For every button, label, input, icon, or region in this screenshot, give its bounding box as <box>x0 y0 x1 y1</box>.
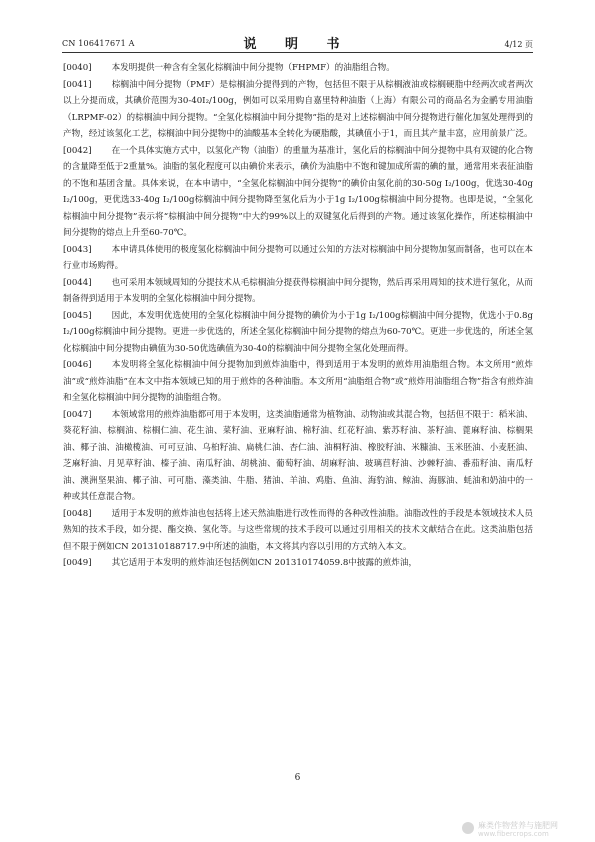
watermark <box>462 820 590 840</box>
paragraph-text: 其它适用于本发明的煎炸油还包括例如CN 201310174059.8中披露的煎炸油， <box>111 558 418 568</box>
paragraph-text: 本申请具体使用的极度氢化棕榈油中间分提物可以通过公知的方法对棕榈油中间分提物加氢而制备，也可以在本行业市场购得。 <box>63 244 533 271</box>
paragraph-0048 <box>63 506 533 556</box>
paragraph-text: 因此，本发明优选使用的全氢化棕榈油中间分提物的碘价为小于1g I₂/100g棕榈油中间分提物，优选小于0.8g I₂/100g棕榈油中间分提物。更进一步优选的，所述全氢化棕榈油中间分提物的熔点为60-70℃。更进一步优选的，所述全氢化棕榈油中间分提物由碘值为30-50优选碘值为30-40的棕榈油中间分提物全氢化处理而得。 <box>63 310 533 354</box>
page-header <box>62 33 533 51</box>
paragraph-number: [0048] <box>63 508 92 519</box>
paragraph-0040 <box>63 60 533 77</box>
paragraph-text: 本领域常用的煎炸油脂都可用于本发明，这类油脂通常为植物油、动物油或其混合物，包括但不限于：稻米油、葵花籽油、棕榈油、棕榈仁油、花生油、菜籽油、亚麻籽油、棉籽油、红花籽油、紫苏籽油、茶籽油、蓖麻籽油、棕榈果油、椰子油、油橄榄油、可可豆油、乌桕籽油、扁桃仁油、杏仁油、油桐籽油、橡胶籽油、米糠油、玉米胚油、小麦胚油、芝麻籽油、月见草籽油、榛子油、南瓜籽油、胡桃油、葡萄籽油、胡麻籽油、玻璃苣籽油、沙棘籽油、番茄籽油、南瓜籽油、澳洲坚果油、椰子油、可可脂、藻类油、牛脂、猪油、羊油、鸡脂、鱼油、海豹油、鲸油、海豚油、蚝油和奶油中的一种或其任意混合物。 <box>63 409 533 502</box>
watermark-logo-icon <box>462 822 474 834</box>
paragraph-0044 <box>63 275 533 308</box>
paragraph-text: 本发明将全氢化棕榈油中间分提物加到煎炸油脂中，得到适用于本发明的煎炸用油脂组合物。本文所用“煎炸油”或“煎炸油脂”在本文中指本领域已知的用于煎炸的各种油脂。本文所用“油脂组合物”或“煎炸用油脂组合物”指含有煎炸油和全氢化棕榈油中间分提物的油脂组合物。 <box>63 360 533 403</box>
paragraph-number: [0041] <box>63 79 92 90</box>
paragraph-0045 <box>63 308 533 358</box>
paragraph-number: [0040] <box>63 63 92 73</box>
page-number: 6 <box>294 773 301 783</box>
header-rule <box>62 52 533 53</box>
document-body <box>63 60 533 572</box>
watermark-text-en: www.fibercrops.com <box>478 830 549 838</box>
paragraph-text: 棕榈油中间分提物（PMF）是棕榈油分提得到的产物，包括但不限于从棕榈液油或棕榈硬脂中经两次或者两次以上分提而成，其碘价范围为30-40I₂/100g，例如可以采用购自嘉里特种油脂（上海）有限公司的商品名为金鹂专用油脂（LRPMF-02）的棕榈油中间分提物。“全氢化棕榈油中间分提物”指的是对上述棕榈油中间分提物进行催化加氢处理得到的产物，经过该氢化工艺，棕榈油中间分提物中的油酸基本全转化为硬脂酸，其碘值小于1，而且其产量丰富，应用前景广泛。 <box>63 79 533 139</box>
paragraph-number: [0045] <box>63 310 92 321</box>
page-indicator: 4/12 页 <box>504 40 533 49</box>
paragraph-text: 本发明提供一种含有全氢化棕榈油中间分提物（FHPMF）的油脂组合物。 <box>111 63 395 73</box>
paragraph-number: [0046] <box>63 360 92 370</box>
paragraph-0046 <box>63 357 533 407</box>
patent-number: CN 106417671 A <box>62 39 135 48</box>
paragraph-0042 <box>63 143 533 242</box>
paragraph-text: 在一个具体实施方式中，以氢化产物（油脂）的重量为基准计，氢化后的棕榈油中间分提物中具有双键的化合物的含量降至低于2重量%。油脂的氢化程度可以由碘价来表示，碘价为油脂中不饱和键加成所需的碘的量，通常用来表征油脂的不饱和基团含量。具体来说，在本申请中，“全氢化棕榈油中间分提物”的碘价由氢化前的30-50g I₂/100g，优选30-40g I₂/100g，更优选33-40g I₂/100g棕榈油中间分提物降至氢化后为小于1g I₂/100g棕榈油中间分提物。也即是说，“全氢化棕榈油中间分提物”表示将“棕榈油中间分提物”中大约99%以上的双键氢化后得到的产物。通过该氢化操作，所述棕榈油中间分提物的熔点上升至60-70℃。 <box>63 145 533 238</box>
paragraph-number: [0042] <box>63 145 92 156</box>
paragraph-number: [0047] <box>63 409 92 420</box>
watermark-text-cn: 麻类作物营养与施肥网 <box>478 821 558 830</box>
paragraph-text: 也可采用本领域周知的分提技术从毛棕榈油分提获得棕榈油中间分提物，然后再采用周知的技术进行氢化，从而制备得到适用于本发明的全氢化棕榈油中间分提物。 <box>63 277 533 304</box>
document-title: 说 明 书 <box>243 37 352 52</box>
paragraph-number: [0049] <box>63 558 92 568</box>
paragraph-number: [0043] <box>63 244 92 255</box>
paragraph-text: 适用于本发明的煎炸油也包括将上述天然油脂进行改性而得的各种改性油脂。油脂改性的手段是本领域技术人员熟知的技术手段，如分提、酯交换、氢化等。与这些常规的技术手段可以通过引用相关的技术文献结合在此。这类油脂包括但不限于例如CN 201310188717.9中所述的油脂，本文将其内容以引用的方式纳入本文。 <box>63 508 533 552</box>
paragraph-number: [0044] <box>63 277 92 288</box>
paragraph-0043 <box>63 242 533 275</box>
paragraph-0049 <box>63 555 533 572</box>
paragraph-0047 <box>63 407 533 506</box>
paragraph-0041 <box>63 77 533 143</box>
